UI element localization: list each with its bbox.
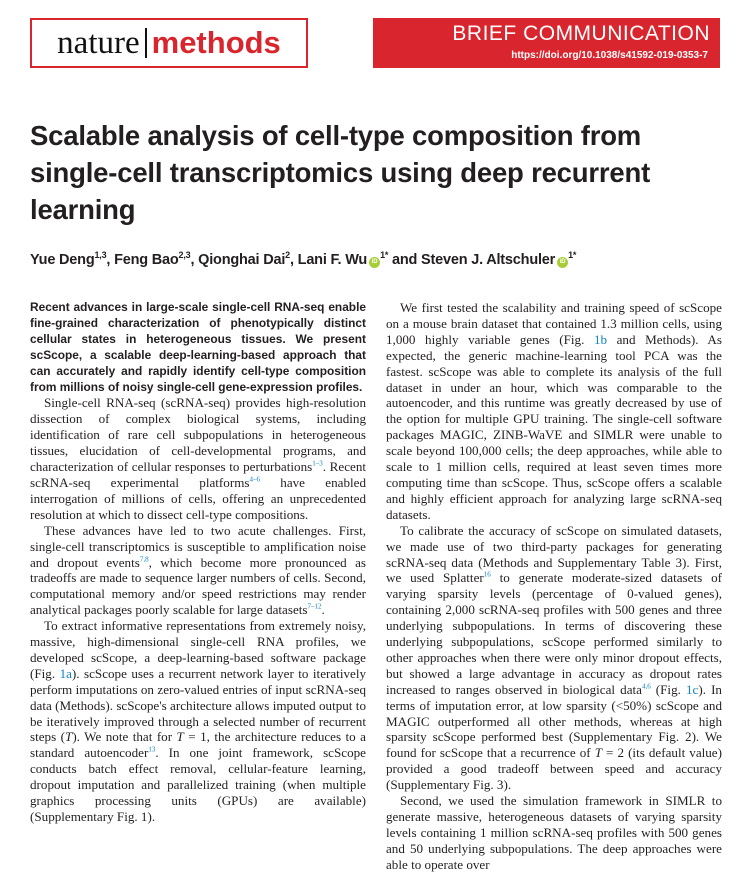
body-paragraph: Single-cell RNA-seq (scRNA-seq) provides high-resolution dissection of complex biological systems, including identification of rare cell subpopulations in heterogeneous tissues, elucidation of cell-developmental programs, and characterization of cellular responses to perturbations$^{1-3}$. Recent scRNA-seq experimental platforms$^{4-6}$ have enabled interrogation of millions of cells, offering an unprecedented resolution at which to dissect cell-type compositions.	[30, 395, 366, 522]
author-affiliation: 2,3	[178, 250, 191, 261]
body-paragraph: To calibrate the accuracy of scScope on simulated datasets, we made use of two third-party packages for generating scRNA-seq data (Methods and Supplementary Table 3). First, we used Splatter$^{16}$ to generate moderate-sized datasets of varying sparsity levels (percentage of 0-valued genes), containing 2,000 scRNA-seq profiles with 500 genes and three underlying subpopulations. In terms of discovering these underlying subpopulations, scScope performed similarly to other approaches when there were only minor dropout effects, but showed a large advantage in accuracy as dropout rates increased to ranges observed in biological data$^{4,6}$ (Fig. 1c). In terms of imputation error, at low sparsity (<50%) scScope and MAGIC outperformed all other methods, whereas at high sparsity scScope performed best (Supplementary Fig. 2). We found for scScope that a recurrence of T = 2 (its default value) provided a good tradeoff between speed and accuracy (Supplementary Fig. 3).	[386, 522, 722, 793]
doi-link[interactable]: https://doi.org/10.1038/s41592-019-0353-7	[511, 50, 708, 61]
author-name[interactable]: Steven J. Altschuler	[421, 252, 556, 268]
citation-link[interactable]: 4–6	[249, 475, 260, 484]
author-affiliation: 1,3	[94, 250, 107, 261]
citation-link[interactable]: 7–12	[307, 602, 322, 611]
journal-logo[interactable]	[30, 18, 308, 68]
figure-link[interactable]: 1a	[59, 665, 72, 681]
body-paragraph: We first tested the scalability and training speed of scScope on a mouse brain dataset that contained 1.3 million cells, using 1,000 highly variable genes (Fig. 1b and Methods). As expected, the generic machine-learning tool PCA was the fastest. scScope was able to complete its analysis of the full dataset in under an hour, which was comparable to the autoencoder, and this runtime was greatly decreased by use of the option for multiple GPU training. The single-cell software packages MAGIC, ZINB-WaVE and SIMLR were unable to scale beyond 100,000 cells; the deep approaches, while able to scale to 1 million cells, required at least seven times more computing time than scScope. Thus, scScope offers a scalable and highly efficient approach for analyzing large scRNA-seq datasets.	[386, 300, 722, 522]
citation-link[interactable]: 16	[483, 571, 491, 580]
author-affiliation: 1*	[380, 250, 389, 261]
article-type-banner	[373, 18, 720, 68]
abstract: Recent advances in large-scale single-cell RNA-seq enable fine-grained characterization of phenotypically distinct cellular states in heterogeneous tissues. We present scScope, a scalable deep-learning-based approach that can accurately and rapidly identify cell-type composition from millions of noisy single-cell gene-expression profiles.	[30, 300, 366, 394]
logo-divider	[145, 28, 147, 58]
body-paragraph: Second, we used the simulation framework in SIMLR to generate massive, heterogeneous datasets of varying sparsity levels containing 1 million scRNA-seq profiles with 500 genes and 50 underlying subpopulations. The deep approaches were able to operate over	[386, 793, 722, 872]
body-paragraph: To extract informative representations from extremely noisy, massive, high-dimensional single-cell RNA profiles, we developed scScope, a deep-learning-based software package (Fig. 1a). scScope uses a recurrent network layer to iteratively perform imputations on zero-valued entries of input scRNA-seq data (Methods). scScope's architecture allows imputed output to be iteratively improved through a selected number of recurrent steps (T). We note that for T = 1, the architecture reduces to a standard autoencoder$^{13}$. In one joint framework, scScope conducts batch effect removal, cellular-feature learning, dropout imputation and parallelized training (when multiple graphics processing units (GPUs) are available) (Supplementary Fig. 1).	[30, 618, 366, 824]
author-name[interactable]: Yue Deng	[30, 252, 95, 268]
author-name[interactable]: Lani F. Wu	[297, 252, 368, 268]
body-paragraph: These advances have led to two acute challenges. First, single-cell transcriptomics is susceptible to amplification noise and dropout events$^{7,8}$, which become more pronounced as tradeoffs are made to sequence larger numbers of cells. Second, computational memory and/or speed restrictions may render analytical packages poorly scalable for large datasets$^{7-12}$.	[30, 522, 367, 618]
left-column	[30, 300, 366, 825]
logo-nature: nature	[57, 24, 140, 61]
author-list: Yue Deng$^{1,3}$, Feng Bao$^{2,3}$, Qionghai Dai$^2$, Lani F. Wu $iD^{1*}$ and Steven J. Altschuler $iD^{1*}$	[30, 250, 577, 268]
right-column	[386, 300, 722, 873]
orcid-icon[interactable]: iD	[557, 257, 568, 268]
author-affiliation: 2	[285, 250, 290, 261]
citation-link[interactable]: 1–3	[312, 459, 323, 468]
author-name[interactable]: Qionghai Dai	[198, 252, 286, 268]
citation-link[interactable]: 4,6	[641, 682, 651, 691]
article-title: Scalable analysis of cell-type composition from single-cell transcriptomics using deep recurrent learning	[30, 120, 651, 225]
author-name[interactable]: Feng Bao	[114, 252, 179, 268]
figure-link[interactable]: 1c	[685, 681, 699, 697]
author-affiliation: 1*	[568, 250, 577, 261]
citation-link[interactable]: 7,8	[139, 555, 149, 564]
article-type: BRIEF COMMUNICATION	[452, 22, 710, 45]
citation-link[interactable]: 13	[148, 746, 156, 755]
logo-methods: methods	[151, 25, 281, 60]
orcid-icon[interactable]: iD	[369, 257, 380, 268]
figure-link[interactable]: 1b	[593, 331, 608, 347]
